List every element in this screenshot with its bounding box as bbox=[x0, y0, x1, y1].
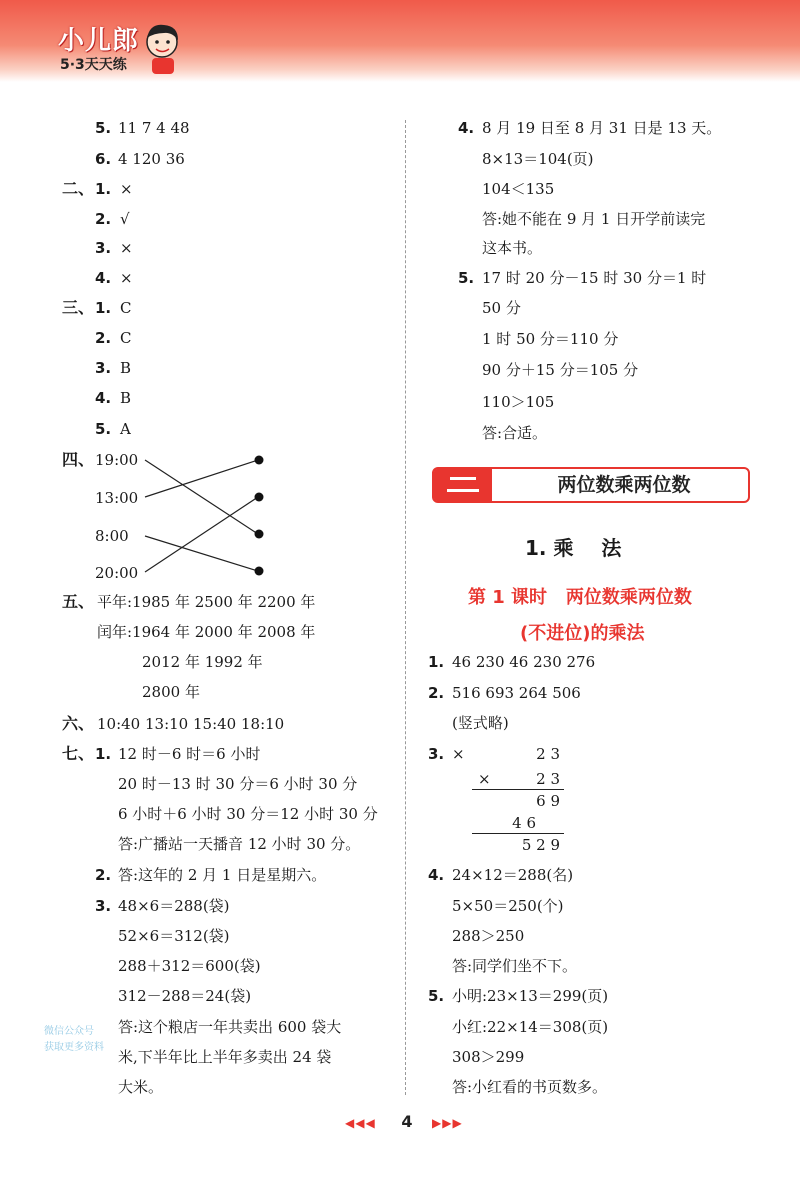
s5-line-2: 闰年:1964 年 2000 年 2008 年 bbox=[97, 623, 316, 641]
section-2-label: 二、 bbox=[62, 179, 95, 198]
page-number: 4 bbox=[401, 1112, 413, 1131]
match-dot-1 bbox=[255, 456, 264, 465]
p4-num: 4. bbox=[428, 866, 445, 884]
r-q5-line-2: 50 分 bbox=[482, 299, 521, 317]
vm-line-2 bbox=[472, 833, 564, 834]
watermark bbox=[44, 1024, 104, 1056]
lesson-title-line-1: 第 1 课时 两位数乘两位数 bbox=[468, 587, 692, 608]
s5-line-3: 2012 年 1992 年 bbox=[142, 653, 263, 671]
match-dot-4 bbox=[255, 567, 264, 576]
s2-item-1-num: 1. bbox=[95, 180, 112, 198]
s2-item-4-val: × bbox=[120, 269, 133, 287]
section-title: 1. 乘 法 bbox=[525, 536, 622, 560]
footer-right-arrows: ▶▶▶ bbox=[432, 1116, 463, 1130]
time-20: 20:00 bbox=[95, 564, 139, 582]
vm-partial-1: 6 9 bbox=[536, 792, 560, 810]
s2-item-1-val: × bbox=[120, 180, 133, 198]
match-line-13 bbox=[145, 460, 258, 497]
r-q4-line-3: 104＜135 bbox=[482, 180, 555, 198]
s3-item-1-num: 1. bbox=[95, 299, 112, 317]
chapter-number-box bbox=[434, 469, 492, 501]
match-line-8 bbox=[145, 536, 258, 571]
match-dot-3 bbox=[255, 530, 264, 539]
s2-item-3-val: × bbox=[120, 239, 133, 257]
time-19: 19:00 bbox=[95, 451, 139, 469]
r-q4-line-2: 8×13＝104(页) bbox=[482, 150, 594, 168]
s7-q3-line-2: 52×6＝312(袋) bbox=[118, 927, 230, 945]
p1-num: 1. bbox=[428, 653, 445, 671]
chapter-banner bbox=[432, 467, 750, 503]
p4-line-1: 24×12＝288(名) bbox=[452, 866, 574, 884]
s7-q1-num: 1. bbox=[95, 745, 112, 763]
s7-q3-line-6: 米,下半年比上半年多卖出 24 袋 bbox=[118, 1048, 332, 1066]
p4-line-2: 5×50＝250(个) bbox=[452, 897, 564, 915]
s3-item-2-val: C bbox=[120, 329, 132, 347]
s7-q1-line-1: 12 时－6 时＝6 小时 bbox=[118, 745, 261, 763]
p4-line-4: 答:同学们坐不下。 bbox=[452, 957, 578, 975]
p2-note: (竖式略) bbox=[452, 714, 509, 732]
footer-left-arrows: ◀◀◀ bbox=[345, 1116, 376, 1130]
match-line-19 bbox=[145, 460, 258, 534]
p5-num: 5. bbox=[428, 987, 445, 1005]
p5-line-1: 小明:23×13＝299(页) bbox=[452, 987, 609, 1005]
q6-answer: 4 120 36 bbox=[118, 150, 185, 168]
section-7-label: 七、 bbox=[62, 744, 95, 763]
s6-line: 10:40 13:10 15:40 18:10 bbox=[97, 715, 285, 733]
match-line-20 bbox=[145, 497, 258, 572]
time-13: 13:00 bbox=[95, 489, 139, 507]
s3-item-1-val: C bbox=[120, 299, 132, 317]
match-dot-2 bbox=[255, 493, 264, 502]
q5-answer: 11 7 4 48 bbox=[118, 119, 190, 137]
s7-q3-line-1: 48×6＝288(袋) bbox=[118, 897, 230, 915]
r-q5-line-1: 17 时 20 分－15 时 30 分＝1 时 bbox=[482, 269, 707, 287]
s3-item-5-val: A bbox=[120, 420, 131, 438]
boy-mascot-icon bbox=[142, 18, 184, 76]
r-q5-line-3: 1 时 50 分＝110 分 bbox=[482, 330, 619, 348]
s3-item-5-num: 5. bbox=[95, 420, 112, 438]
watermark-line-2: 获取更多资料 bbox=[44, 1042, 104, 1053]
r-q4-line-1: 8 月 19 日至 8 月 31 日是 13 天。 bbox=[482, 119, 722, 137]
s3-item-2-num: 2. bbox=[95, 329, 112, 347]
chapter-title: 两位数乘两位数 bbox=[557, 474, 691, 496]
logo-subtitle: 5·3天天练 bbox=[60, 57, 127, 73]
r-q4-num: 4. bbox=[458, 119, 475, 137]
s7-q3-num: 3. bbox=[95, 897, 112, 915]
s2-item-2-num: 2. bbox=[95, 210, 112, 228]
section-4-label: 四、 bbox=[62, 450, 95, 469]
vm-top: 2 3 bbox=[536, 745, 560, 763]
chapter-number-glyph bbox=[447, 477, 479, 493]
s3-item-4-val: B bbox=[120, 389, 132, 407]
vm-result: 5 2 9 bbox=[521, 836, 560, 854]
s2-item-4-num: 4. bbox=[95, 269, 112, 287]
r-q5-num: 5. bbox=[458, 269, 475, 287]
vm-partial-2: 4 6 bbox=[512, 814, 536, 832]
time-8: 8:00 bbox=[95, 527, 129, 545]
s7-q2-num: 2. bbox=[95, 866, 112, 884]
p5-line-2: 小红:22×14＝308(页) bbox=[452, 1018, 609, 1036]
lesson-title-line-2: (不进位)的乘法 bbox=[520, 623, 645, 644]
s7-q3-line-7: 大米。 bbox=[118, 1078, 164, 1096]
s3-item-3-val: B bbox=[120, 359, 132, 377]
vm-mult-sign: × bbox=[478, 770, 491, 788]
q6-number: 6. bbox=[95, 150, 112, 168]
p4-line-3: 288＞250 bbox=[452, 927, 525, 945]
s7-q3-line-5: 答:这个粮店一年共卖出 600 袋大 bbox=[118, 1018, 342, 1036]
section-6-label: 六、 bbox=[62, 714, 95, 733]
r-q4-line-5: 这本书。 bbox=[482, 239, 543, 257]
s3-item-3-num: 3. bbox=[95, 359, 112, 377]
q5-number: 5. bbox=[95, 119, 112, 137]
vm-second: 2 3 bbox=[536, 770, 560, 788]
r-q5-line-6: 答:合适。 bbox=[482, 424, 548, 442]
s5-line-4: 2800 年 bbox=[142, 683, 200, 701]
s7-q1-line-3: 6 小时＋6 小时 30 分＝12 小时 30 分 bbox=[118, 805, 378, 823]
p5-line-4: 答:小红看的书页数多。 bbox=[452, 1078, 608, 1096]
p5-line-3: 308＞299 bbox=[452, 1048, 525, 1066]
p3-num: 3. bbox=[428, 745, 445, 763]
p2-answer: 516 693 264 506 bbox=[452, 684, 581, 702]
s2-item-2-val: √ bbox=[120, 210, 130, 228]
p2-num: 2. bbox=[428, 684, 445, 702]
s7-q2-line: 答:这年的 2 月 1 日是星期六。 bbox=[118, 866, 327, 884]
matching-lines bbox=[140, 450, 270, 585]
r-q5-line-5: 110＞105 bbox=[482, 393, 555, 411]
vm-line-1 bbox=[472, 789, 564, 790]
r-q4-line-4: 答:她不能在 9 月 1 日开学前读完 bbox=[482, 210, 706, 228]
s7-q1-line-2: 20 时－13 时 30 分＝6 小时 30 分 bbox=[118, 775, 358, 793]
logo-title: 小儿郎 bbox=[58, 26, 140, 56]
s7-q3-line-3: 288＋312＝600(袋) bbox=[118, 957, 261, 975]
s2-item-3-num: 3. bbox=[95, 239, 112, 257]
p3-mark: × bbox=[452, 745, 465, 763]
s7-q1-line-4: 答:广播站一天播音 12 小时 30 分。 bbox=[118, 835, 361, 853]
column-divider bbox=[405, 120, 406, 1095]
watermark-line-1: 微信公众号 bbox=[44, 1026, 94, 1037]
section-3-label: 三、 bbox=[62, 298, 95, 317]
s7-q3-line-4: 312－288＝24(袋) bbox=[118, 987, 252, 1005]
s5-line-1: 平年:1985 年 2500 年 2200 年 bbox=[97, 593, 316, 611]
s3-item-4-num: 4. bbox=[95, 389, 112, 407]
section-5-label: 五、 bbox=[62, 592, 95, 611]
r-q5-line-4: 90 分＋15 分＝105 分 bbox=[482, 361, 639, 379]
p1-answer: 46 230 46 230 276 bbox=[452, 653, 596, 671]
